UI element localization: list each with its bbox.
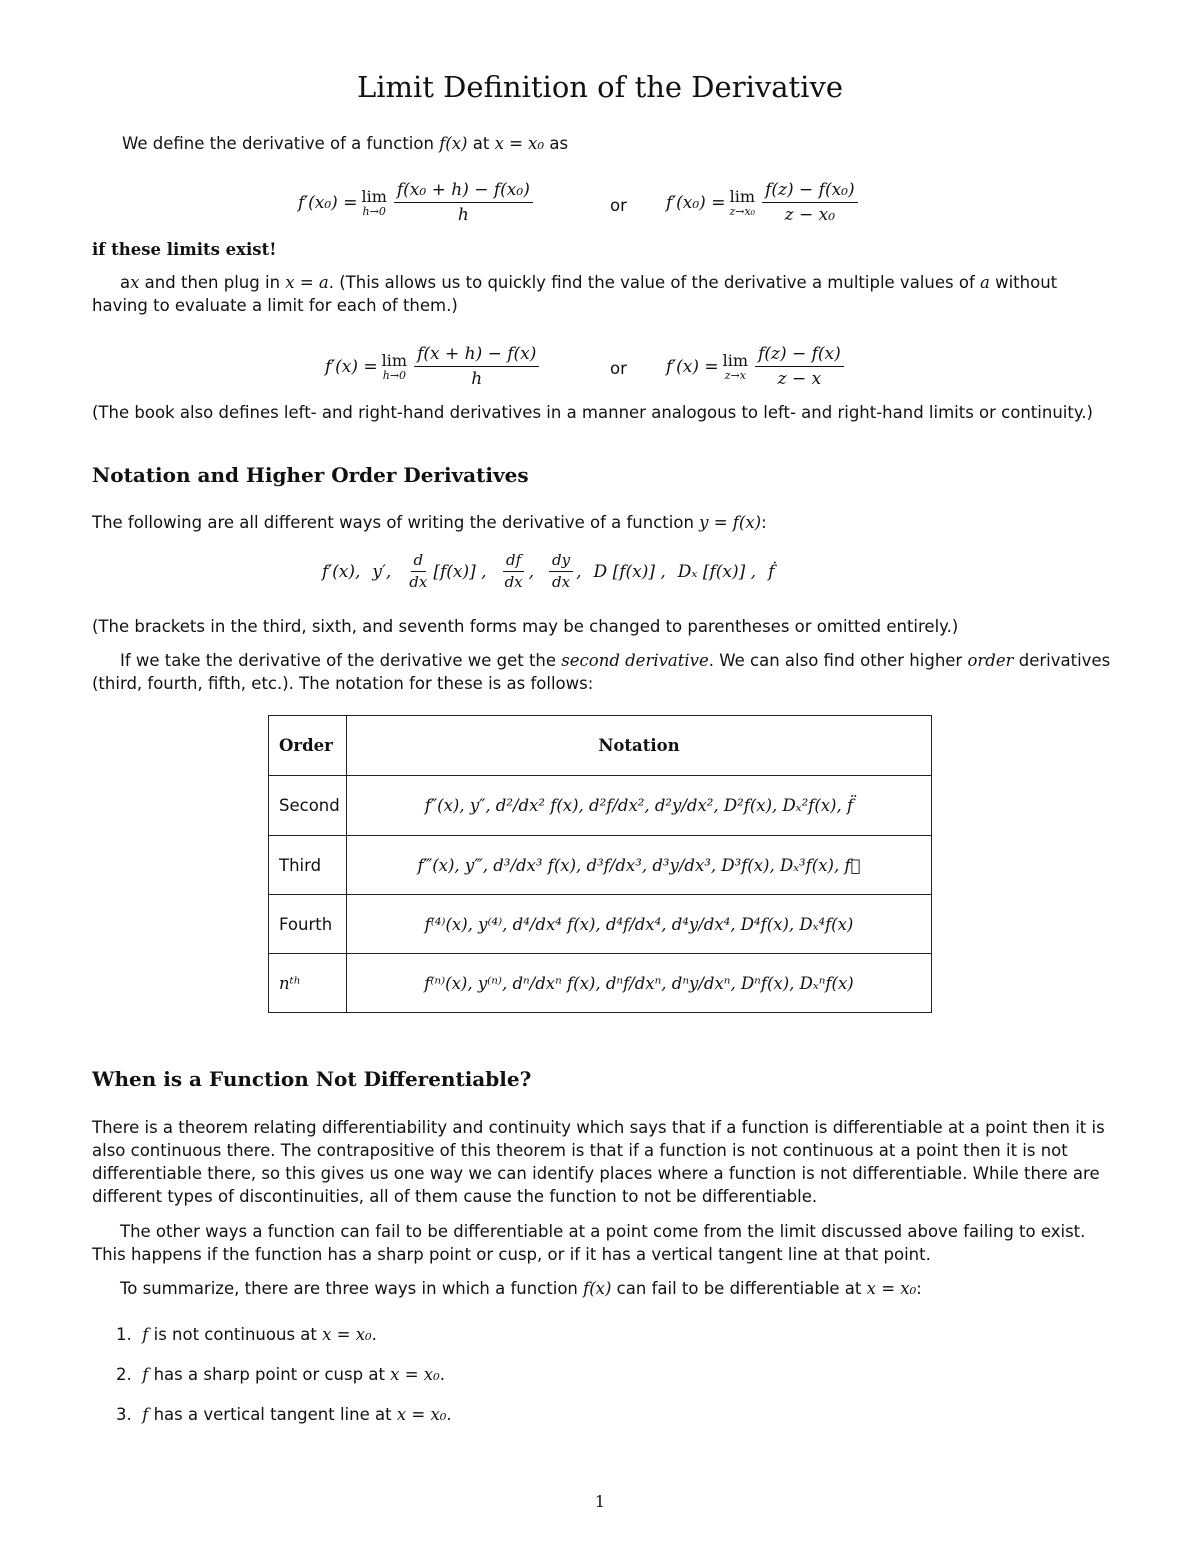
definition-z-form xyxy=(666,180,861,225)
row-notation: f″(x), y″, d²/dx² f(x), d²f/dx², d²y/dx², D²f(x), Dₓ²f(x), f̈ xyxy=(347,776,932,836)
def1-lim: lim h→0 xyxy=(361,186,387,218)
intro-fx: f(x) xyxy=(439,134,468,153)
following-paragraph: The following are all different ways of writing the derivative of a function y = f(x): xyxy=(92,513,767,532)
notation-table xyxy=(268,715,932,1013)
intro-text: We define the derivative of a function xyxy=(122,134,440,153)
row-order: Second xyxy=(269,776,347,836)
table-row xyxy=(269,836,932,895)
def1-fraction: $\frac{\text{f(x₀ + h) − f(x₀)}}{h}$ xyxy=(394,180,533,225)
intro-eq: x = x₀ xyxy=(494,134,545,153)
page-number: 1 xyxy=(594,1492,606,1511)
usually-paragraph: ax and then plug in x = a. (This allows us to quickly find the value of the derivative a multiple values of a without having to evaluate a limit for each of them.) xyxy=(92,273,1058,315)
list-item: 1. f is not continuous at x = x₀. xyxy=(116,1325,377,1344)
intro-paragraph xyxy=(122,132,1142,155)
intro-at: at xyxy=(467,134,495,153)
header-notation: Notation xyxy=(347,716,932,776)
row-order: Third xyxy=(269,836,347,895)
section-heading-notation: Notation and Higher Order Derivatives xyxy=(92,463,529,487)
higher-order-paragraph: If we take the derivative of the derivative we get the second derivative. We can also find other higher order derivatives (third, fourth, fifth, etc.). The notation for these is as follows: xyxy=(92,651,1111,693)
page-title: Limit Definition of the Derivative xyxy=(357,70,843,104)
table-row xyxy=(269,776,932,836)
def1-lhs: f′(x₀) = xyxy=(298,192,358,213)
row-order: nᵗʰ xyxy=(269,954,347,1013)
def1-lhs2: f′(x₀) = xyxy=(666,192,726,213)
definition2-h-form: f′(x) = lim h→0 $\frac{f(x + h) - f(x)}{h}$ xyxy=(325,344,542,389)
intro-as: as xyxy=(544,134,569,153)
limits-exist-note: if these limits exist! xyxy=(92,240,277,259)
other-ways-paragraph: The other ways a function can fail to be differentiable at a point come from the limit discussed above failing to exist. This happens if the function has a sharp point or cusp, or if it has a vertical tangent line at that point. xyxy=(92,1222,1086,1264)
theorem-paragraph: There is a theorem relating differentiability and continuity which says that if a function is differentiable at a point then it is also continuous there. The contrapositive of this theorem is that if a function is not continuous at a point then it is not differentiable there, so this gives us one way we can identify places where a function is not differentiable. While there are different types of discontinuities, all of them cause the function to not be differentiable. xyxy=(92,1118,1105,1206)
header-order: Order xyxy=(269,716,347,776)
table-row xyxy=(269,954,932,1013)
def1-fraction2: $\frac{\text{f(z) − f(x₀)}}{\text{z − x₀}}$ xyxy=(762,180,858,225)
row-order: Fourth xyxy=(269,895,347,954)
def1-or: or xyxy=(610,196,627,215)
list-item: 3. f has a vertical tangent line at x = x₀. xyxy=(116,1405,452,1424)
def2-or: or xyxy=(610,359,627,378)
def1-lim2: lim z→x₀ xyxy=(729,186,756,218)
definition-h-form xyxy=(298,180,536,225)
notation-line: f′(x), y′, $\frac{d}{dx}$ [f(x)] , $\frac{df}{dx}$ , $\frac{dy}{dx}$ , D [f(x)] , Dₓ [f(x)] , ḟ xyxy=(322,551,775,591)
row-notation: f⁽⁴⁾(x), y⁽⁴⁾, d⁴/dx⁴ f(x), d⁴f/dx⁴, d⁴y/dx⁴, D⁴f(x), Dₓ⁴f(x) xyxy=(347,895,932,954)
section-heading-not-differentiable: When is a Function Not Differentiable? xyxy=(92,1067,532,1091)
row-notation: f⁽ⁿ⁾(x), y⁽ⁿ⁾, dⁿ/dxⁿ f(x), dⁿf/dxⁿ, dⁿy/dxⁿ, Dⁿf(x), Dₓⁿf(x) xyxy=(347,954,932,1013)
book-note: (The book also defines left- and right-hand derivatives in a manner analogous to left- and right-hand limits or continuity.) xyxy=(92,403,1093,422)
brackets-note: (The brackets in the third, sixth, and seventh forms may be changed to parentheses or omitted entirely.) xyxy=(92,617,959,636)
table-header-row xyxy=(269,716,932,776)
table-row xyxy=(269,895,932,954)
row-notation: f‴(x), y‴, d³/dx³ f(x), d³f/dx³, d³y/dx³, D³f(x), Dₓ³f(x), f⃛ xyxy=(347,836,932,895)
summarize-paragraph: To summarize, there are three ways in which a function f(x) can fail to be differentiable at x = x₀: xyxy=(120,1279,922,1298)
list-item: 2. f has a sharp point or cusp at x = x₀. xyxy=(116,1365,445,1384)
definition2-z-form: f′(x) = lim z→x $\frac{f(z) - f(x)}{z - x}$ xyxy=(666,344,847,389)
